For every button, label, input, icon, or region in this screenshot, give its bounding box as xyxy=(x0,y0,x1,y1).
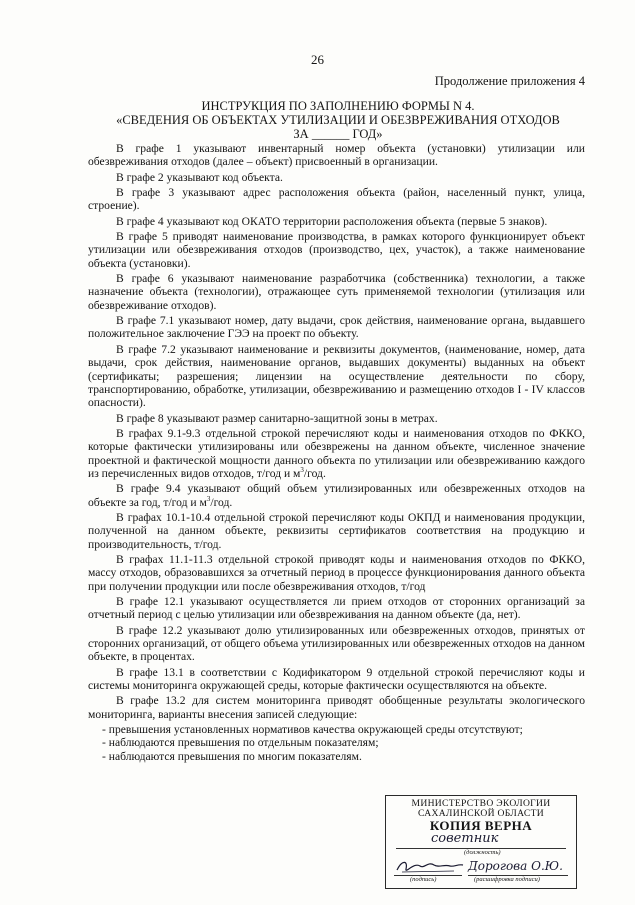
paragraph-column-12-2: В графе 12.2 указывают долю утилизированных или обезвреженных отходов, принятых от сторонних организаций, от общего объема утилизированных или обезвреженных отходов на данном объекте, в процентах. xyxy=(88,623,586,664)
paragraph-column-13-2: В графе 13.2 для систем мониторинга приводят обобщенные результаты экологического мониторинга, варианты внесения записей следующие: xyxy=(88,694,585,721)
appendix-note: Продолжение приложения 4 xyxy=(434,74,585,88)
title-line-3: ЗА ______ ГОД» xyxy=(293,127,383,141)
stamp-name-handwritten: Дорогова О.Ю. xyxy=(468,859,563,873)
instructions-body xyxy=(88,142,585,763)
paragraph-column-2: В графе 2 указывают код объекта. xyxy=(116,170,283,184)
list-item: - наблюдаются превышения по многим показателям. xyxy=(102,749,362,763)
position-caption: (должность) xyxy=(464,849,501,856)
list-item: - наблюдаются превышения по отдельным показателям; xyxy=(102,736,379,750)
paragraph-text-end: /год. xyxy=(303,466,326,480)
stamp-position-handwritten: советник xyxy=(431,831,499,846)
stamp-region: САХАЛИНСКОЙ ОБЛАСТИ xyxy=(418,808,544,819)
paragraph-columns-11: В графах 11.1-11.3 отдельной строкой приводят коды и наименования отходов по ФККО, массу отходов, образовавшихся за отчетный период в процессе функционирования данного объекта при получении продукции или после обезвреживания отходов, т/год xyxy=(88,552,585,593)
paragraph-text-end: /год. xyxy=(210,495,233,509)
paragraph-text: В графах 9.1-9.3 отдельной строкой перечисляют коды и наименования отходов по ФККО, которые фактически утилизированы или обезврежены на данном объекте, численное значение проектной и фактической мощности данного объекта по утилизации или обезвреживанию каждого из перечисленных видов отходов, т/год и м xyxy=(88,426,585,480)
superscript: 3 xyxy=(300,466,304,475)
document-title xyxy=(88,99,588,141)
stamp-copy-true: КОПИЯ ВЕРНА xyxy=(429,818,533,833)
superscript: 3 xyxy=(206,494,211,503)
paragraph-column-1: В графе 1 указывают инвентарный номер объекта (установки) утилизации или обезвреживания отходов (далее – объект) присвоенный в организации. xyxy=(88,142,585,169)
signature-caption: (подпись) xyxy=(410,876,437,883)
name-caption: (расшифровка подписи) xyxy=(474,876,540,883)
paragraph-text: В графе 9.4 указывают общий объем утилизированных или обезвреженных отходов на объекте за год, т/год и м xyxy=(88,482,585,509)
paragraph-column-9-4 xyxy=(88,482,585,509)
paragraph-column-13-1: В графе 13.1 в соответствии с Кодификатором 9 отдельной строкой перечисляют коды и системы мониторинга окружающей среды, которые фактически осуществляются на объекте. xyxy=(88,665,585,693)
signature-scribble xyxy=(394,856,466,876)
paragraph-column-4: В графе 4 указывают код ОКАТО территории расположения объекта (первые 5 знаков). xyxy=(116,214,548,228)
title-line-2: «СВЕДЕНИЯ ОБ ОБЪЕКТАХ УТИЛИЗАЦИИ И ОБЕЗВРЕЖИВАНИЯ ОТХОДОВ xyxy=(116,113,560,127)
paragraph-column-7-1: В графе 7.1 указывают номер, дату выдачи, срок действия, наименование органа, выдавшего положительное заключение ГЭЭ на проект по объекту. xyxy=(88,314,585,341)
list-item: - превышения установленных нормативов качества окружающей среды отсутствуют; xyxy=(102,723,523,737)
certification-stamp xyxy=(385,795,577,889)
title-line-1: ИНСТРУКЦИЯ ПО ЗАПОЛНЕНИЮ ФОРМЫ N 4. xyxy=(201,99,475,113)
paragraph-column-12-1: В графе 12.1 указывают осуществляется ли прием отходов от сторонних организаций за отчетный период с целью утилизации или обезвреживания на данном объекте (да, нет). xyxy=(88,595,585,622)
paragraph-column-5: В графе 5 приводят наименование производства, в рамках которого функционирует объект утилизации или обезвреживания отходов (производство, цех, участок), а также наименование объекта (установки). xyxy=(88,230,585,270)
paragraph-columns-9-1-9-3 xyxy=(88,427,585,480)
paragraph-columns-10: В графах 10.1-10.4 отдельной строкой перечисляют коды ОКПД и наименования продукции, полученной на данном объекте, реквизиты сертификатов соответствия на продукцию и производительность, т/год. xyxy=(88,510,585,551)
paragraph-column-6: В графе 6 указывают наименование разработчика (собственника) технологии, а также назначение объекта (технологии), отражающее суть применяемой технологии (утилизация или обезвреживание отходов). xyxy=(88,272,585,312)
paragraph-column-8: В графе 8 указывают размер санитарно-защитной зоны в метрах. xyxy=(116,411,438,425)
paragraph-column-7-2: В графе 7.2 указывают наименование и реквизиты документов, (наименование, номер, дата выдачи, срок действия, наименование органов, выдавших документы) выданных на объект (сертификаты; разрешения; лицензии на осуществление деятельности по сбору, транспортированию, обработке, утилизации, обезвреживанию и размещению отходов I - IV классов опасности). xyxy=(88,342,585,410)
stamp-ministry: МИНИСТЕРСТВО ЭКОЛОГИИ xyxy=(411,798,551,809)
paragraph-column-3: В графе 3 указывают адрес расположения объекта (район, населенный пункт, улица, строение). xyxy=(88,186,585,213)
page-number: 26 xyxy=(311,52,324,67)
